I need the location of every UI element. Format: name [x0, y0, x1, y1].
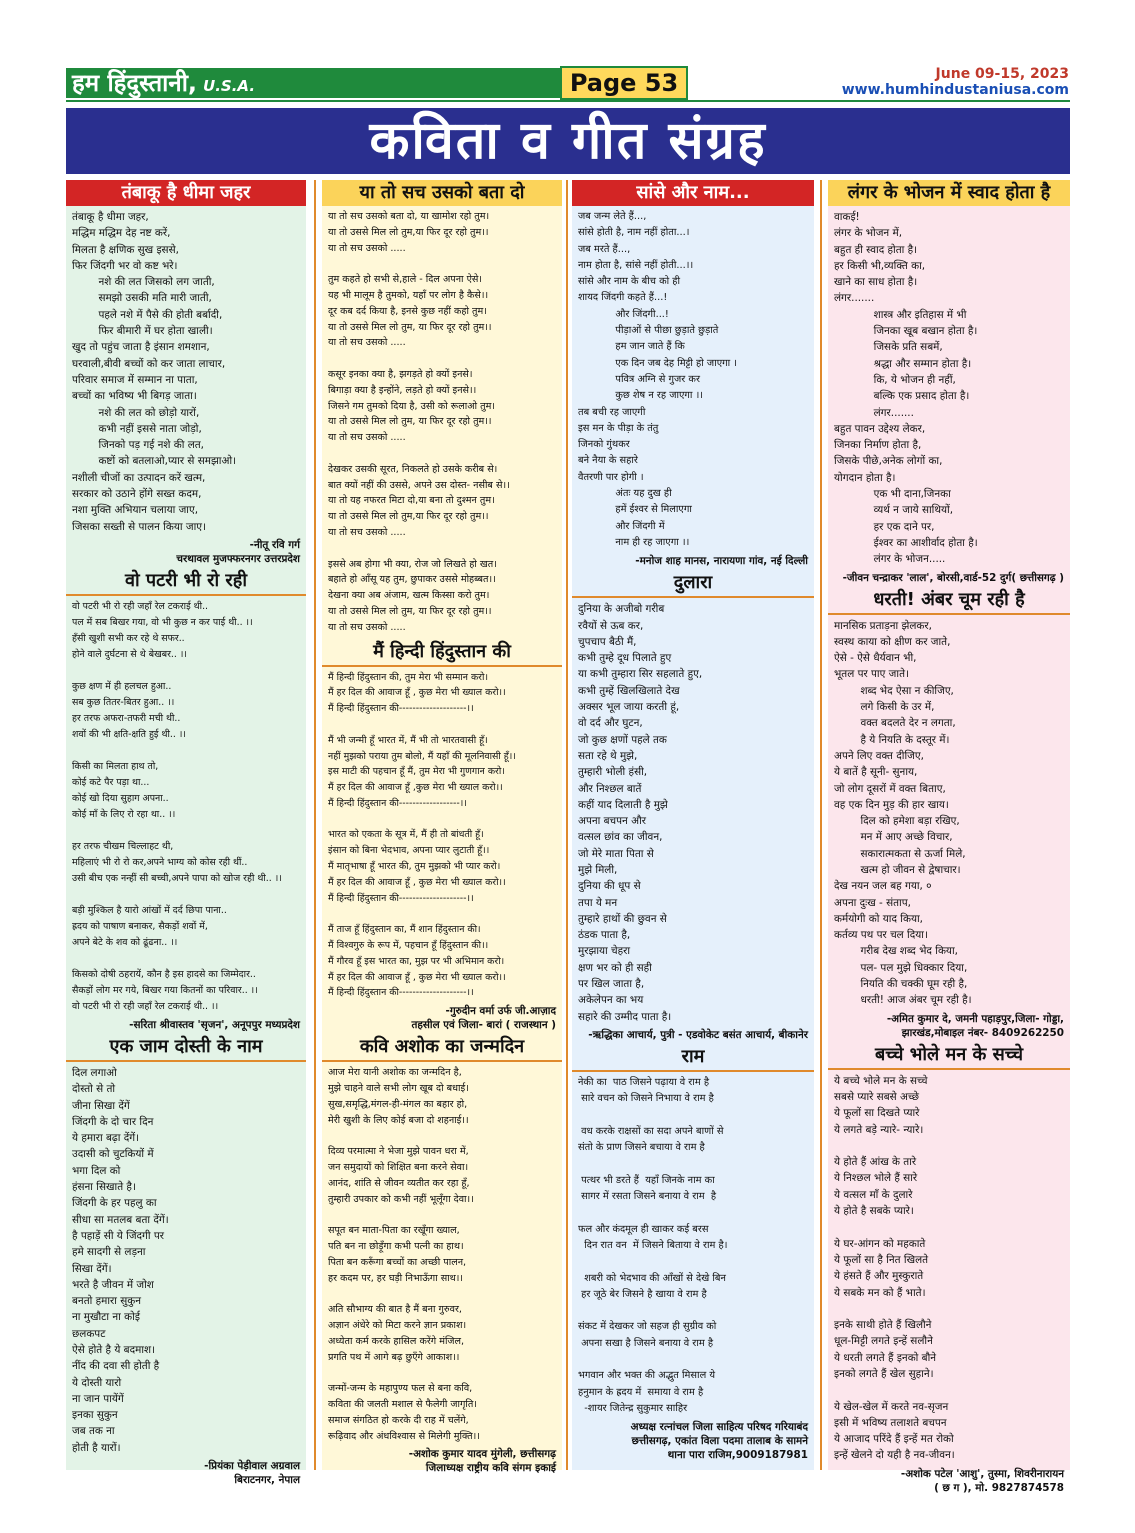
- poem-author: -जीवन चन्द्राकर 'लाल', बोरसी,वार्ड-52 दुर्ग( छत्तीसगढ़ ): [842, 571, 1064, 584]
- poem-title: बच्चे भोले मन के सच्चे: [828, 1042, 1070, 1070]
- poem-author: -अमित कुमार दे, जमनी पहाड़पुर,जिला- गोड्डा, झारखंड,मोबाइल नंबर- 8409262250: [886, 1012, 1064, 1039]
- poem-text: मानसिक प्रताड़ना झेलकर, स्वस्थ काया को क्षीण कर जाते, ऐसे - ऐसे धैर्यवान भी, भूतल पर पाए जाते। शब्द भेद ऐसा न कीजिए, लगे किसी के उर में, वक्त बदलते देर न लगता, है ये नियति के दस्तूर में। अपने लिए वक्त दीजिए, ये बातें है सूनी- सुनाय, जो लोग दूसरों में वक्त बिताए, वह एक दिन मुड़ की हार खाय। दिल को हमेशा बड़ा रखिए, मन में आए अच्छे विचार, सकारात्मकता से ऊर्जा मिले, खत्म हो जीवन से द्वेषाचार। देख नयन जल बह गया, ० अपना दुःख - संताप, कर्मयोगी को याद किया, कर्तव्य पथ पर चल दिया। गरीब देख शब्द भेद किया, पल- पल मुझे धिक्कार दिया, नियति की चक्की घूम रही है, धरती! आज अंबर चूम रही है।: [834, 619, 972, 1007]
- page-number: Page 53: [560, 66, 688, 100]
- poem-author: -सरिता श्रीवास्तव 'सृजन', अनूपपुर मध्यप्रदेश: [129, 1018, 300, 1031]
- poem-author: -मनोज शाह मानस, नारायणा गांव, नई दिल्ली: [635, 555, 808, 568]
- section-banner: कविता व गीत संग्रह: [66, 108, 1070, 174]
- poem-author: -नीतू रवि गर्ग चरथावल मुजफ्फरनगर उत्तरप्रदेश: [176, 538, 300, 565]
- column-divider: [314, 180, 316, 1470]
- poem-text: या तो सच उसको बता दो, या खामोश रहो तुम। या तो उससे मिल लो तुम,या फिर दूर रहो तुम।। या तो सच उसको ..... तुम कहते हो सभी से,हाले - दिल अपना ऐसे। यह भी मालूम है तुमको, यहाँ पर लोग है कैसे।। दूर कब दर्द किया है, इनसे कुछ नहीं कहो तुम। या तो उससे मिल लो तुम, या फिर दूर रहो तुम।। या तो सच उसको ..... कसूर इनका क्या है, झगड़ते हो क्यों इनसे। बिगाड़ा क्या है इन्होंने, लड़ते हो क्यों इनसे।। जिसने गम तुमको दिया है, उसी को रूलाओ तुम। या तो उससे मिल लो तुम, या फिर दूर रहो तुम।। या तो सच उसको ..... देखकर उसकी सूरत, निकलते हो उसके करीब से। बात क्यों नहीं की उससे, अपने उस दोस्त- नसीब से।। या तो यह नफरत मिटा दो,या बना तो दुश्मन तुम। या तो उससे मिल लो तुम,या फिर दूर रहो तुम।। या तो सच उसको ..... इससे अब होगा भी क्या, रोज जो लिखते हो खत। बहाते हो आँसू यह तुम, छुपाकर उससे मोहब्बत।। देखना क्या अब अंजाम, खत्म किस्सा करो तुम। या तो उससे मिल लो तुम, या फिर दूर रहो तुम।। या तो सच उसको .....: [328, 211, 510, 633]
- brand-suffix: U.S.A.: [203, 77, 256, 95]
- poem-text: नेकी का पाठ जिसने पढ़ाया वे राम है सारे वचन को जिसने निभाया वे राम है वध करके राक्षसों का सदा अपने बाणों से संतो के प्राण जिसने बचाया वे राम है पत्थर भी डरते हैं यहाँ जिनके नाम का सागर में रसता जिसने बनाया वे राम है फल और कंदमूल ही खाकर कई बरस दिन रात वन में जिसने बिताया वे राम है। शबरी को भेदभाव की आँखों से देखे बिन हर जूठे बेर जिसने है खाया वे राम है संकट में देखकर जो सहज ही सुग्रीव को अपना सखा है जिसने बनाया वे राम है भगवान और भक्त की अद्भुत मिसाल ये हनुमान के ह्रदय में समाया वे राम है -शायर जितेन्द्र सुकुमार साहिर: [578, 1076, 728, 1414]
- poem-title: सांसे और नाम...: [572, 180, 814, 206]
- poem-author: -अशोक पटेल 'आशु', तुस्मा, शिवरीनारायन ( छ ग ), मो. 9827874578: [900, 1467, 1064, 1494]
- poem-text: दुनिया के अजीबो गरीब रवैयों से ऊब कर, चुपचाप बैठी मैं, कभी तुम्हे दूध पिलाते हुए या कभी तुम्हारा सिर सहलाते हुए, कभी तुम्हें खिलखिलाते देख अक्सर भूल जाया करती हूं, वो दर्द और घुटन, जो कुछ क्षणों पहले तक सता रहे थे मुझे, तुम्हारी भोली हंसी, और निश्छल बातें कहीं याद दिलाती है मुझे अपना बचपन और वत्सल छांव का जीवन, जो मेरे माता पिता से मुझे मिली, दुनिया की धूप से तपा ये मन तुम्हारे हाथों की छुवन से ठंडक पाता है, मुरझाया चेहरा क्षण भर को ही सही पर खिल जाता है, अकेलेपन का भय सहारे की उम्मीद पाता है।: [578, 603, 703, 1023]
- masthead: [66, 68, 560, 98]
- poem-text: वाकई! लंगर के भोजन में, बहुत ही स्वाद होता है। हर किसी भी,व्यक्ति का, खाने का साध होता है। लंगर....... शास्त्र और इतिहास में भी जिनका खूब बखान होता है। जिसके प्रति सबमें, श्रद्धा और सम्मान होता है। कि, ये भोजन ही नहीं, बल्कि एक प्रसाद होता है। लंगर....... बहुत पावन उद्देश्य लेकर, जिनका निर्माण होता है, जिसके पीछे,अनेक लोगों का, योगदान होता है। एक भी दाना,जिनका व्यर्थ न जाये साथियों, हर एक दाने पर, ईश्वर का आशीर्वाद होता है। लंगर के भोजन.....: [834, 211, 978, 566]
- column-divider: [566, 180, 568, 1470]
- poem-author: -अशोक कुमार यादव मुंगेली, छत्तीसगढ़ जिलाध्यक्ष राष्ट्रीय कवि संगम इकाई: [408, 1448, 556, 1475]
- poem-text: वो पटरी भी रो रही जहाँ रेल टकराई थी.. पल में सब बिखर गया, वो भी कुछ न कर पाई थी.. ।। हँसी खुशी सभी कर रहे थे सफर.. होने वाले दुर्घटना से थे बेखबर.. ।। कुछ क्षण में ही हलचल हुआ.. सब कुछ तितर-बितर हुआ.. ।। हर तरफ अफरा-तफरी मची थी.. शवों की भी क्षति-क्षति हुई थी.. ।। किसी का मिलता हाथ तो, कोई कटे पैर पड़ा था... कोई खो दिया सुहाग अपना.. कोई माँ के लिए रो रहा था.. ।। हर तरफ चीखम चिल्लाहट थी, महिलाएं भी रो रो कर,अपने भाग्य को कोस रही थीं.. उसी बीच एक नन्हीं सी बच्ची,अपने पापा को खोज रही थी.. ।। बड़ी मुश्किल है यारो आंखों में दर्द छिपा पाना.. ह्रदय को पाषाण बनाकर, सैकड़ों शवों में, अपने बेटे के शव को ढूंढना.. ।। किसको दोषी ठहरायें, कौन है इस हादसे का जिम्मेदार.. सैकड़ों लोग मर गये, बिखर गया कितनों का परिवार.. ।। वो पटरी भी रो रही जहाँ रेल टकराई थी.. ।।: [72, 600, 282, 1012]
- poem-text: तंबाकू है धीमा जहर, मद्धिम मद्धिम देह नष्ट करें, मिलता है क्षणिक सुख इससे, फिर जिंदगी भर वो कष्ट भरे। नशे की लत जिसको लग जाती, समझो उसकी मति मारी जाती, पहले नशे में पैसे की होती बर्बादी, फिर बीमारी में घर होता खाली। खुद तो पहुंच जाता है इंसान शमशान, घरवाली,बीवी बच्चों को कर जाता लाचार, परिवार समाज में सम्मान ना पाता, बच्चों का भविष्य भी बिगड़ जाता। नशे की लत को छोड़ो यारों, कभी नहीं इससे नाता जोड़ो, जिनको पड़ गई नशे की लत, कष्टों को बतलाओ,प्यार से समझाओ। नशीली चीजों का उत्पादन करें खत्म, सरकार को उठाने होंगे सख्त कदम, नशा मुक्ति अभियान चलाया जाए, जिसका सख्ती से पालन किया जाए।: [72, 211, 237, 533]
- poem-author: -ऋद्धिका आचार्य, पुत्री - एडवोकेट बसंत आचार्य, बीकानेर: [588, 1028, 808, 1041]
- poem-title: कवि अशोक का जन्मदिन: [322, 1034, 562, 1062]
- poem-title: वो पटरी भी रो रही: [66, 568, 306, 596]
- header-rule: [66, 100, 1070, 102]
- column-2: [322, 180, 562, 1475]
- poem-text: ये बच्चे भोले मन के सच्चे सबसे प्यारे सबसे अच्छे ये फूलों सा दिखते प्यारे ये लगते बड़े न्यारे- न्यारे। ये होते हैं आंख के तारे ये निश्छल भोले हैं सारे ये वत्सल माँ के दुलारे ये होते है सबके प्यारे। ये घर-आंगन को महकाते ये फूलों सा है नित खिलते ये हंसते हैं और मुस्कुराते ये सबके मन को हैं भाते। इनके साथी होते हैं खिलौने धूल-मिट्टी लगते इन्हें सलौने ये धरती लगते हैं इनको बौने इनको लगते हैं खेल सुहाने। ये खेल-खेल में करते नव-सृजन इसी में भविष्य तलाशते बचपन ये आजाद परिंदे हैं इन्हें मत रोको इन्हें खेलने दो यही है नव-जीवन।: [834, 1074, 955, 1462]
- poem-author: -प्रियंका पेड़ीवाल अग्रवाल बिराटनगर, नेपाल: [204, 1460, 300, 1487]
- poem-title: राम: [572, 1044, 814, 1072]
- column-3: [572, 180, 814, 1470]
- poem-text: दिल लगाओ दोस्तो से तो जीना सिखा देंगें जिंदगी के दो चार दिन ये हमारा बढ़ा देंगें। उदासी को चुटकियों में भगा दिल को हंसना सिखाते है। जिंदगी के हर पहलु का सीधा सा मतलब बता देंगें। है पहाड़ें सी ये जिंदगी पर हमे सादगी से लड़ना सिखा देंगें। भरते है जीवन में जोश बनतो हमारा सुकुन ना मुखौटा ना कोई छलकपट ऐसे होते है ये बदमाश। नींद की दवा सी होती है ये दोस्ती यारो ना जान पायेंगें इनका सुकुन जब तक ना होती है यारों।: [72, 1066, 169, 1454]
- poem-title: लंगर के भोजन में स्वाद होता है: [828, 180, 1070, 206]
- poem-title: या तो सच उसको बता दो: [322, 180, 562, 206]
- poem-text: जब जन्म लेते हैं..., सांसे होती है, नाम नहीं होता...। जब मरते हैं..., नाम होता है, सांसे नहीं होती...।। सांसे और नाम के बीच को ही शायद जिंदगी कहते हैं...! और जिंदगी...! पीड़ाओं से पीछा छुड़ाते छुड़ाते हम जान जाते हैं कि एक दिन जब देह मिट्टी हो जाएगा । पवित्र अग्नि से गुजर कर कुछ शेष न रह जाएगा ।। तब बची रह जाएगी इस मन के पीड़ा के तंतु जिनको गुंथकर बने नैया के सहारे वैतरणी पार होगी । अंतः यह दुख ही हमें ईश्वर से मिलाएगा और जिंदगी में नाम ही रह जाएगा ।।: [578, 211, 738, 548]
- column-divider: [820, 180, 822, 1470]
- column-4: [828, 180, 1070, 1494]
- poem-author: -गुरुदीन वर्मा उर्फ जी.आज़ाद तहसील एवं जिला- बारां ( राजस्थान ): [411, 1005, 556, 1032]
- poem-title: धरती! अंबर चूम रही है: [828, 587, 1070, 615]
- poem-title: दुलारा: [572, 570, 814, 598]
- poem-author: अध्यक्ष रत्नांचल जिला साहित्य परिषद गरियाबंद छत्तीसगढ़, एकांत विला पदमा तालाब के सामने थाना पारा राजिम,9009187981: [630, 1421, 808, 1462]
- poem-title: मैं हिन्दी हिंदुस्तान की: [322, 639, 562, 667]
- website-link[interactable]: www.humhindustaniusa.com: [841, 82, 1069, 98]
- poem-text: मैं हिन्दी हिंदुस्तान की, तुम मेरा भी सम्मान करो। मैं हर दिल की आवाज हूँ , कुछ मेरा भी ख्याल करो।। मैं हिन्दी हिंदुस्तान की--------------------।। मैं भी जन्मी हूँ भारत में, मैं भी तो भारतवासी हूँ। नहीं मुझको पराया तुम बोलो, मैं यहाँ की मूलनिवासी हूँ।। इस माटी की पहचान हूँ मैं, तुम मेरा भी गुणगान करो। मैं हर दिल की आवाज हूँ ,कुछ मेरा भी ख्याल करो।। मैं हिन्दी हिंदुस्तान की------------------।। भारत को एकता के सूत्र में, मैं ही तो बांधती हूँ। इंसान को बिना भेदभाव, अपना प्यार लुटाती हूँ।। मैं मातृभाषा हूँ भारत की, तुम मुझको भी प्यार करो। मैं हर दिल की आवाज हूँ , कुछ मेरा भी ख्याल करो।। मैं हिन्दी हिंदुस्तान की--------------------।। मैं ताज हूँ हिंदुस्तान का, मैं शान हिंदुस्तान की। मैं विश्वगुरु के रूप में, पहचान हूँ हिंदुस्तान की।। मैं गौरव हूँ इस भारत का, मुझ पर भी अभिमान करो। मैं हर दिल की आवाज हूँ , कुछ मेरा भी ख्याल करो।। मैं हिन्दी हिंदुस्तान की--------------------।।: [328, 671, 516, 999]
- poem-title: तंबाकू है धीमा जहर: [66, 180, 306, 206]
- brand-name: हम हिंदुस्तानी,: [72, 69, 198, 97]
- issue-date: June 09-15, 2023: [935, 66, 1069, 82]
- column-1: [66, 180, 306, 1487]
- poem-text: आज मेरा यानी अशोक का जन्मदिन है, मुझे चाहने वाले सभी लोग खूब दो बधाई। सुख,समृद्धि,मंगल-ही-मंगल का बहार हो, मेरी खुशी के लिए कोई बजा दो शहनाई।। दिव्य परमात्मा ने भेजा मुझे पावन धरा में, जन समुदायों को शिक्षित बना करने सेवा। आनंद, शांति से जीवन व्यतीत कर रहा हूँ, तुम्हारी उपकार को कभी नहीं भूलूँगा देवा।। सपूत बन माता-पिता का रखूँगा ख्याल, पति बन ना छोड़ूँगा कभी पत्नी का हाथ। पिता बन करूँगा बच्चों का अच्छी पालन, हर कदम पर, हर घड़ी निभाऊँगा साथ।। अति सौभाग्य की बात है मैं बना गुरुवर, अज्ञान अंधेरे को मिटा करने ज्ञान प्रकाश। अध्येता कर्म करके हासिल करेंगे मंजिल, प्रगति पथ में आगे बढ़ छुएँगे आकाश।। जन्मों-जन्म के महापुण्य फल से बना कवि, कविता की जलती मशाल से फैलेगी जागृति। समाज संगठित हो करके दी राह में चलेंगे, रूढ़िवाद और अंधविश्वास से मिलेगी मुक्ति।।: [328, 1067, 480, 1442]
- poem-title: एक जाम दोस्ती के नाम: [66, 1034, 306, 1062]
